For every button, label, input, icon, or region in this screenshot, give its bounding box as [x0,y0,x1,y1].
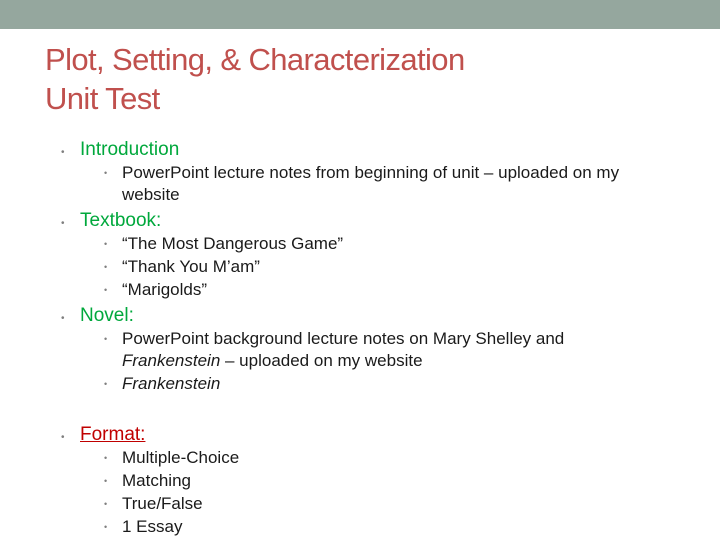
bullet-dot-icon: • [104,476,108,486]
section-heading-textbook: Textbook: [80,210,162,231]
list-item [101,447,681,469]
book-title-italic: Frankenstein [122,374,221,393]
section-heading-introduction: Introduction [80,139,180,160]
bullet-dot-icon: • [61,313,65,324]
section-textbook [61,209,681,301]
format-items [80,447,681,538]
list-item-text: “Thank You M’am” [122,257,260,276]
list-item [101,328,681,372]
list-item [101,256,681,278]
section-novel [61,304,681,395]
novel-items [80,328,681,395]
list-item-text: “Marigolds” [122,280,208,299]
bullet-dot-icon: • [104,379,108,389]
list-item-text: 1 Essay [122,517,183,536]
list-item [101,233,681,255]
list-item [101,373,681,395]
list-item-text: Multiple-Choice [122,448,240,467]
top-color-band [0,0,720,29]
bullet-dot-icon: • [104,334,108,344]
bullet-dot-icon: • [104,285,108,295]
bullet-dot-icon: • [104,168,108,178]
list-item [101,470,681,492]
blank-line [61,398,681,423]
list-item [101,279,681,301]
list-item-text: PowerPoint lecture notes from beginning of unit – uploaded on my website [122,163,620,204]
section-introduction [61,138,681,206]
slide-title-line-2: Unit Test [45,81,160,116]
bullet-dot-icon: • [104,499,108,509]
list-item-text: Matching [122,471,191,490]
bullet-dot-icon: • [61,218,65,229]
list-item [101,162,681,206]
bullet-list [61,138,681,538]
bullet-dot-icon: • [104,453,108,463]
bullet-dot-icon: • [61,432,65,443]
bullet-dot-icon: • [104,239,108,249]
slide-title [45,40,465,118]
list-item-text: True/False [122,494,203,513]
list-item [101,493,681,515]
section-heading-novel: Novel: [80,305,134,326]
bullet-dot-icon: • [104,262,108,272]
list-item-text-prefix: PowerPoint background lecture notes on Mary Shelley and [122,329,565,348]
introduction-items [80,162,681,206]
bullet-dot-icon: • [104,522,108,532]
section-format [61,423,681,538]
book-title-italic: Frankenstein [122,351,221,370]
section-heading-format: Format: [80,424,146,445]
slide-title-line-1: Plot, Setting, & Characterization [45,42,465,77]
bullet-dot-icon: • [61,147,65,158]
list-item [101,516,681,538]
list-item-text: “The Most Dangerous Game” [122,234,344,253]
textbook-items [80,233,681,301]
list-item-text [122,329,564,370]
slide-body [61,138,681,540]
list-item-text-suffix: – uploaded on my website [220,351,423,370]
